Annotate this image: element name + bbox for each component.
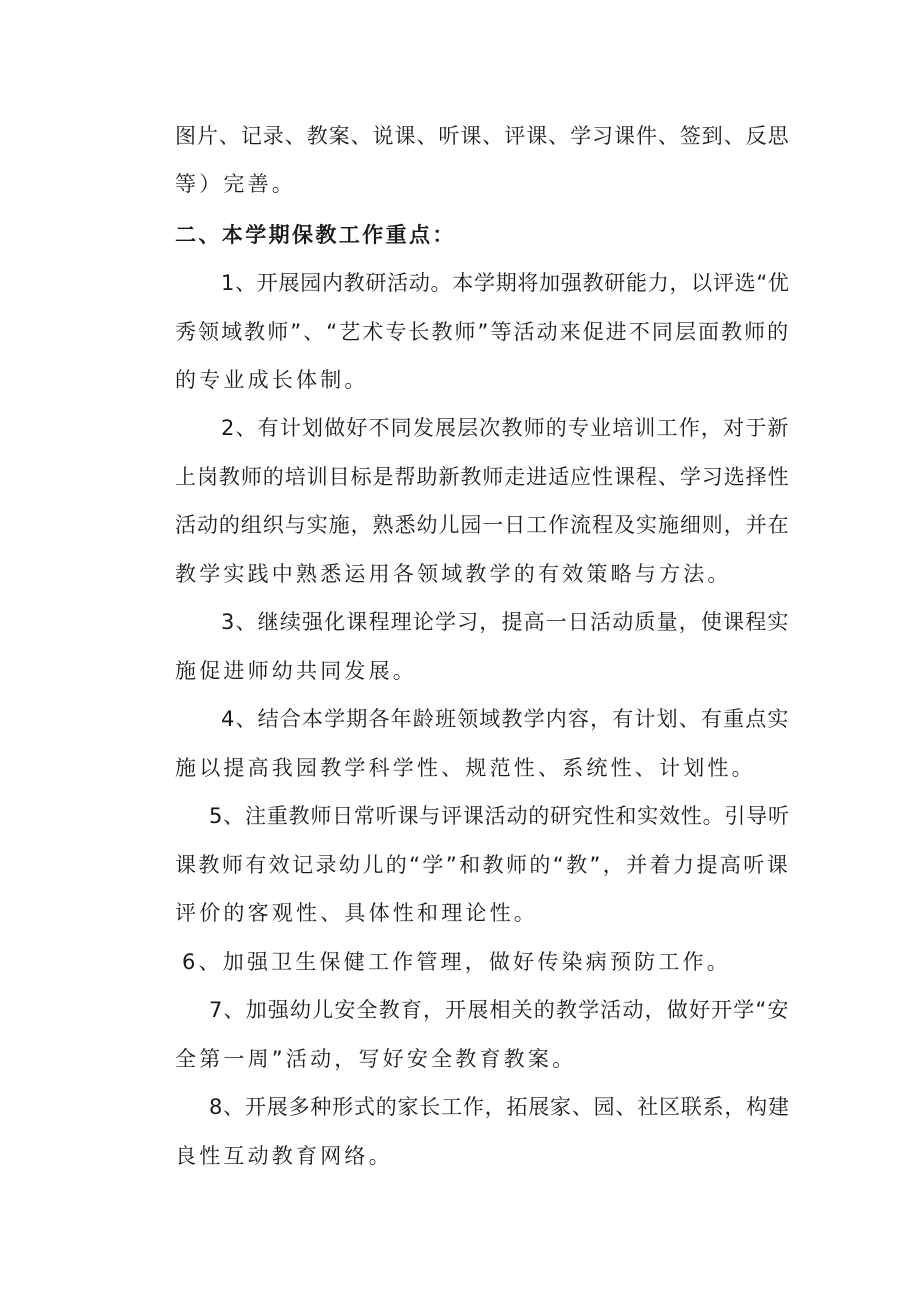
item-8-line-2: 良性互动教育网络。 [175,1144,393,1168]
item-4-line-1: 4、结合本学期各年龄班领域教学内容，有计划、有重点实 [221,707,790,731]
intro-line-2: 等）完善。 [175,172,296,196]
item-1-line-1: 1、开展园内教研活动。本学期将加强教研能力，以评选“优 [221,271,790,295]
item-1-line-3: 的专业成长体制。 [175,368,369,392]
item-2-line-2: 上岗教师的培训目标是帮助新教师走进适应性课程、学习选择性 [175,465,790,489]
item-3-line-1: 3、继续强化课程理论学习，提高一日活动质量，使课程实 [221,610,790,634]
intro-line-1: 图片、记录、教案、说课、听课、评课、学习课件、签到、反思 [175,124,790,148]
item-4-line-2: 施以提高我园教学科学性、规范性、系统性、计划性。 [175,756,756,780]
item-6-line-1: 6、加强卫生保健工作管理，做好传染病预防工作。 [182,950,731,974]
item-3-line-2: 施促进师幼共同发展。 [175,659,417,683]
item-5-line-2: 课教师有效记录幼儿的“学”和教师的“教”，并着力提高听课 [175,853,791,877]
item-5-line-1: 5、注重教师日常听课与评课活动的研究性和实效性。引导听 [209,804,790,828]
item-2-line-1: 2、有计划做好不同发展层次教师的专业培训工作，对于新 [221,416,790,440]
item-7-line-1: 7、加强幼儿安全教育，开展相关的教学活动，做好开学“安 [209,998,790,1022]
item-5-line-3: 评价的客观性、具体性和理论性。 [175,901,538,925]
item-1-line-2: 秀领域教师”、“艺术专长教师”等活动来促进不同层面教师的 [175,320,791,344]
item-2-line-4: 教学实践中熟悉运用各领域教学的有效策略与方法。 [175,562,732,586]
item-2-line-3: 活动的组织与实施，熟悉幼儿园一日工作流程及实施细则，并在 [175,513,790,537]
item-7-line-2: 全第一周”活动，写好安全教育教案。 [175,1047,577,1071]
section-heading: 二、本学期保教工作重点： [175,223,456,247]
item-8-line-1: 8、开展多种形式的家长工作，拓展家、园、社区联系，构建 [209,1095,790,1119]
